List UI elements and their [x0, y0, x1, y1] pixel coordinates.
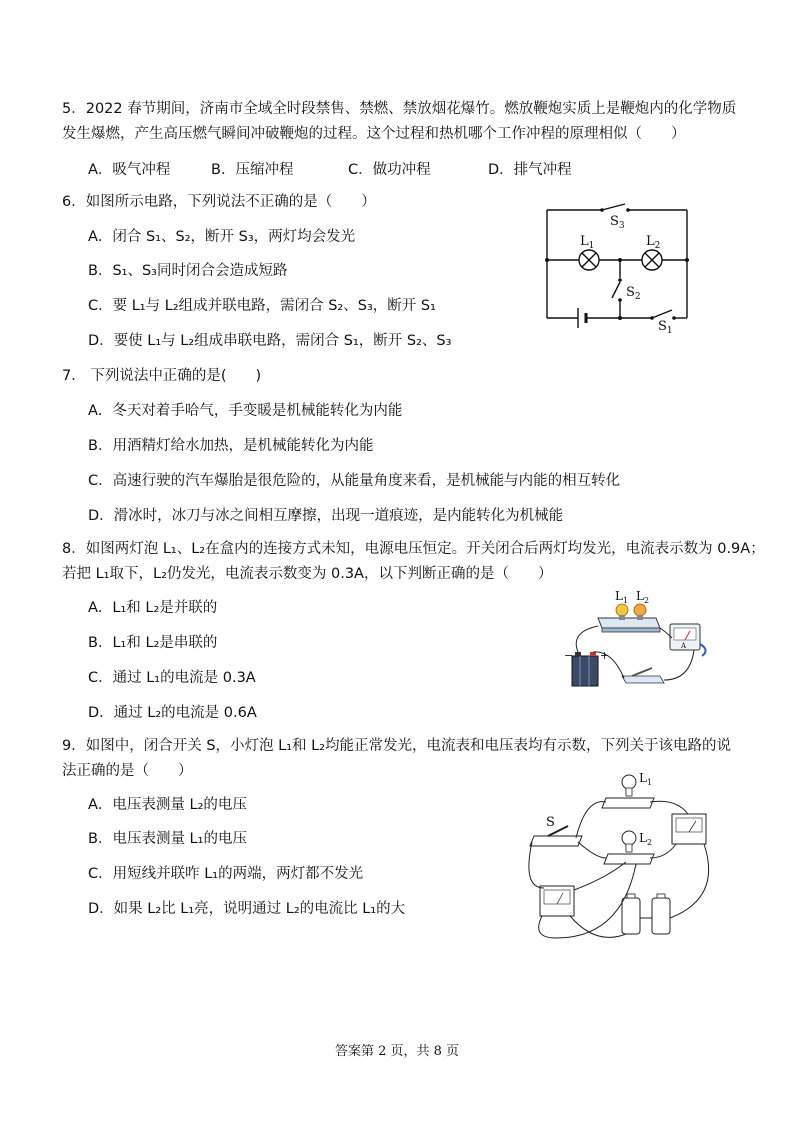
- q7-option-b[interactable]: B．用酒精灯给水加热，是机械能转化为内能: [88, 438, 374, 454]
- q8-line2: 若把 L₁取下，L₂仍发光，电流表示数变为 0.3A，以下判断正确的是（ ）: [62, 566, 553, 582]
- q9-voltmeter-icon: [540, 886, 574, 916]
- q6-label-s1: $S_1$: [658, 319, 673, 335]
- q9-label-s: S: [546, 815, 555, 830]
- q6-label-l2: $L_2$: [646, 234, 661, 251]
- q5-line2: 发生爆燃，产生高压燃气瞬间冲破鞭炮的过程。这个过程和热机哪个工作冲程的原理相似（ ）: [62, 126, 686, 142]
- q8-ammeter-icon: [670, 624, 706, 656]
- q5-option-b[interactable]: B．压缩冲程: [211, 162, 294, 178]
- q8-option-b[interactable]: B．L₁和 L₂是串联的: [88, 635, 218, 651]
- q7-stem: 7． 下列说法中正确的是( ): [62, 368, 262, 384]
- q5-options: [88, 158, 688, 178]
- q7-option-a[interactable]: A．冬天对着手哈气，手变暖是机械能转化为内能: [88, 403, 403, 419]
- q6-label-l1: $L_1$: [580, 234, 595, 251]
- q6-circuit-diagram: [540, 200, 695, 335]
- q9-label-l2: $L_2$: [639, 831, 653, 847]
- q8-circuit-illustration: [560, 588, 715, 693]
- q8-label-l1: $L_1$: [615, 589, 629, 605]
- q6-option-d[interactable]: D．要使 L₁与 L₂组成串联电路，需闭合 S₁，断开 S₂、S₃: [88, 333, 452, 349]
- q8-label-minus: −: [564, 649, 574, 662]
- q6-option-a[interactable]: A．闭合 S₁、S₂，断开 S₃，两灯均会发光: [88, 229, 356, 245]
- q9-option-c[interactable]: C．用短线并联咋 L₁的两端，两灯都不发光: [88, 866, 364, 882]
- q8-option-d[interactable]: D．通过 L₂的电流是 0.6A: [88, 705, 257, 721]
- q9-option-a[interactable]: A．电压表测量 L₂的电压: [88, 797, 247, 813]
- q8-option-a[interactable]: A．L₁和 L₂是并联的: [88, 600, 218, 616]
- q9-battery-icon: [622, 894, 670, 934]
- q9-line1: 9．如图中，闭合开关 S，小灯泡 L₁和 L₂均能正常发光，电流表和电压表均有示数，下列关于该电路的说: [62, 738, 732, 754]
- q9-label-l1: $L_1$: [639, 771, 653, 787]
- svg-text:A: A: [681, 642, 687, 650]
- q6-label-s2: $S_2$: [626, 285, 641, 302]
- q8-battery-icon: [572, 652, 598, 686]
- q8-option-c[interactable]: C．通过 L₁的电流是 0.3A: [88, 670, 256, 686]
- q8-label-plus: +: [600, 649, 610, 662]
- q7-option-c[interactable]: C．高速行驶的汽车爆胎是很危险的，从能量角度来看，是机械能与内能的相互转化: [88, 473, 621, 489]
- q8-switch-icon: [622, 668, 664, 683]
- q9-option-b[interactable]: B．电压表测量 L₁的电压: [88, 831, 247, 847]
- q6-label-s3: $S_3$: [610, 214, 625, 231]
- q6-option-b[interactable]: B．S₁、S₃同时闭合会造成短路: [88, 263, 288, 279]
- q5-option-a[interactable]: A．吸气冲程: [88, 162, 171, 178]
- q7-option-d[interactable]: D．滑冰时，冰刀与冰之间相互摩擦，出现一道痕迹，是内能转化为机械能: [88, 508, 564, 524]
- q9-switch-icon: [530, 826, 582, 846]
- q6-stem: 6．如图所示电路，下列说法不正确的是（ ）: [62, 194, 376, 210]
- q5-option-c[interactable]: C．做功冲程: [348, 162, 431, 178]
- q9-option-d[interactable]: D．如果 L₂比 L₁亮，说明通过 L₂的电流比 L₁的大: [88, 901, 406, 917]
- q5-line1: 5．2022 春节期间，济南市全域全时段禁售、禁燃、禁放烟花爆竹。燃放鞭炮实质上是鞭炮内的化学物质: [62, 101, 737, 117]
- q6-option-c[interactable]: C．要 L₁与 L₂组成并联电路，需闭合 S₂、S₃，断开 S₁: [88, 298, 436, 314]
- q5-option-d[interactable]: D．排气冲程: [488, 162, 572, 178]
- q9-circuit-illustration: [526, 768, 726, 948]
- q9-line2: 法正确的是（ ）: [62, 763, 193, 779]
- q8-line1: 8．如图两灯泡 L₁、L₂在盒内的连接方式未知，电源电压恒定。开关闭合后两灯均发光，电流表示数为 0.9A；: [62, 541, 765, 557]
- q9-ammeter-icon: [672, 814, 706, 844]
- page-footer: 答案第 2 页，共 8 页: [334, 1044, 460, 1059]
- q8-label-l2: $L_2$: [636, 589, 650, 605]
